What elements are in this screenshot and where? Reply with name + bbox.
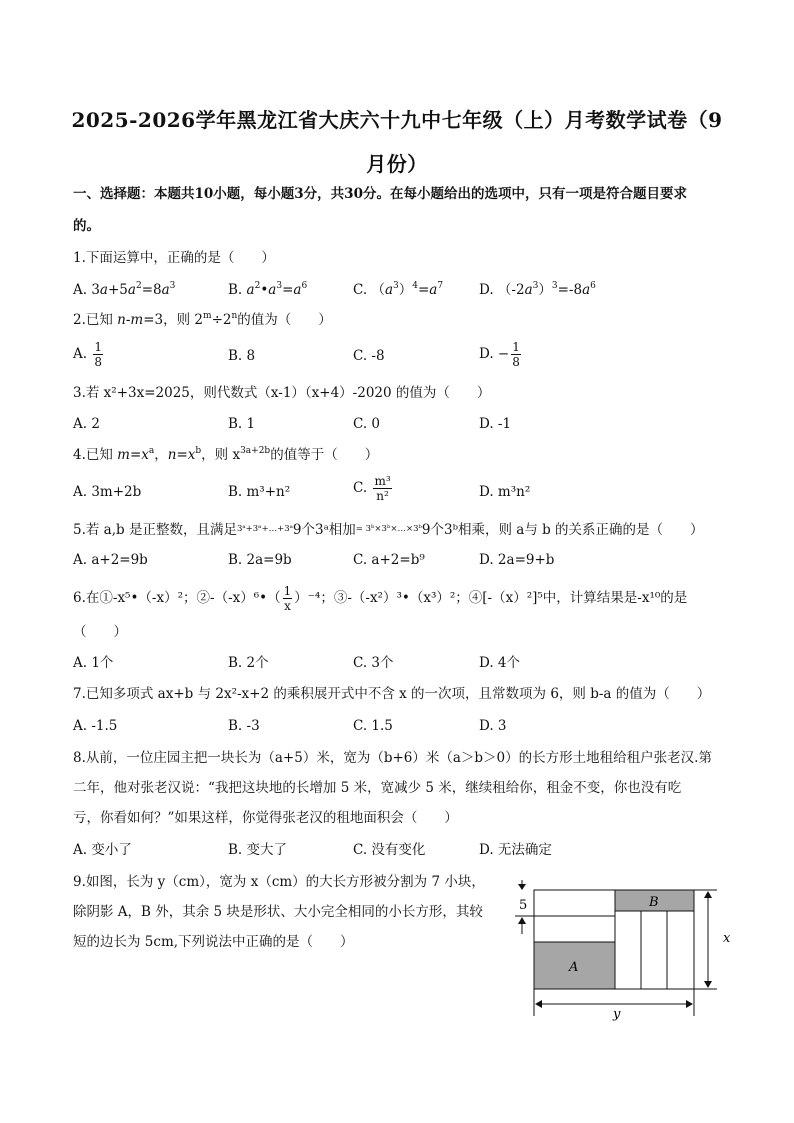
q8-option-a: A. 变小了 xyxy=(73,842,132,858)
exam-title-line2: 月份） xyxy=(366,152,428,176)
q9-stem-line1: 9.如图，长为 y（cm），宽为 x（cm）的大长方形被分割为 7 小块， xyxy=(73,874,485,890)
q3-stem: 3.若 x²+3x=2025，则代数式（x-1）（x+4）-2020 的值为（ ） xyxy=(73,385,491,401)
q4-option-a: A. 3m+2b xyxy=(73,484,142,500)
exam-title-line1: 2025-2026学年黑龙江省大庆六十九中七年级（上）月考数学试卷（9 xyxy=(71,108,723,132)
q2-option-b: B. 8 xyxy=(228,348,256,364)
q7-option-c: C. 1.5 xyxy=(353,718,393,734)
x-arrowhead-up xyxy=(704,891,712,898)
section-heading-line2: 的。 xyxy=(73,218,100,234)
q3-option-b: B. 1 xyxy=(228,416,256,432)
q9-stem-line2: 除阴影 A，B 外，其余 5 块是形状、大小完全相同的小长方形，其较 xyxy=(73,904,483,920)
fig-label-b: B xyxy=(649,895,659,910)
q1-option-a: A. $3a+5a^2=8a^3$ xyxy=(73,281,176,298)
q7-stem: 7.已知多项式 ax+b 与 2x²-x+2 的乘积展开式中不含 x 的一次项，且常数项为 6，则 b-a 的值为（ ） xyxy=(73,686,711,702)
q9-stem-line3: 短的边长为 5cm,下列说法中正确的是（ ） xyxy=(73,934,354,950)
q7-option-b: B. -3 xyxy=(228,718,260,734)
q6-stem-line2: （ ） xyxy=(73,624,127,640)
q3-option-a: A. 2 xyxy=(73,416,100,432)
q4-option-b: B. m³+n² xyxy=(228,484,291,500)
q3-option-c: C. 0 xyxy=(353,416,381,432)
q8-stem-line2: 二年，他对张老汉说：“我把这块地的长增加 5 米，宽减少 5 米，继续租给你，租金不变，你也没有吃 xyxy=(73,780,682,796)
q6-option-b: B. 2个 xyxy=(228,655,269,671)
fig-label-5: 5 xyxy=(519,898,528,913)
q6-option-d: D. 4个 xyxy=(479,655,521,671)
five-arrowhead-down xyxy=(518,884,526,890)
q1-option-c: C. $(a^3)^4=a^7$ xyxy=(353,281,444,298)
q4-option-d: D. m³n² xyxy=(479,484,531,500)
x-arrowhead-down xyxy=(704,981,712,988)
q3-option-d: D. -1 xyxy=(479,416,512,432)
five-arrowhead-up xyxy=(518,917,526,924)
q8-option-d: D. 无法确定 xyxy=(479,842,552,858)
q1-option-b: B. $a^2•a^3=a^6$ xyxy=(228,281,308,298)
q5-option-d: D. 2a=9+b xyxy=(479,552,555,568)
q2-option-a: A. $\frac{1}{8}$ xyxy=(73,340,102,369)
y-arrowhead-right xyxy=(686,1000,693,1008)
q7-option-d: D. 3 xyxy=(479,718,507,734)
q2-option-d: D. − $\frac{1}{8}$ xyxy=(479,340,520,369)
q6-option-a: A. 1个 xyxy=(73,655,114,671)
q5-stem: 5.若 a,b 是正整数，且满足$^{3ᵃ+3ᵃ+\dots+3ᵃ}$9个3ᵃ相加= $^{3ᵇ\times 3ᵇ\times\dots\times 3ᵇ}$9个3ᵇ相乘，则 a与 b 的关系正确的是（ ） xyxy=(73,522,704,538)
q5-option-a: A. a+2=9b xyxy=(73,552,148,568)
q5-option-c: C. a+2=b⁹ xyxy=(353,552,425,568)
q9-figure xyxy=(505,876,745,1022)
q8-option-b: B. 变大了 xyxy=(228,842,288,858)
q5-option-b: B. 2a=9b xyxy=(228,552,292,568)
q2-stem: 2.已知 n-m=3，则 $2^m\div 2^n$的值为（ ） xyxy=(73,311,332,328)
q8-option-c: C. 没有变化 xyxy=(353,842,426,858)
fig-label-x: x xyxy=(723,931,731,946)
fig-label-a: A xyxy=(569,960,579,975)
q2-option-c: C. -8 xyxy=(353,348,385,364)
y-arrowhead-left xyxy=(535,1000,542,1008)
q4-option-c: C. $\frac{\text{m³}}{\text{n²}}$ xyxy=(353,474,391,503)
q9-figure-body xyxy=(515,880,717,1016)
q7-option-a: A. -1.5 xyxy=(73,718,118,734)
q6-option-c: C. 3个 xyxy=(353,655,394,671)
section-heading-line1: 一、选择题：本题共10小题，每小题3分，共30分。在每小题给出的选项中，只有一项是符合题目要求 xyxy=(73,186,687,202)
q8-stem-line3: 亏，你看如何？”如果这样，你觉得张老汉的租地面积会（ ） xyxy=(73,810,458,826)
fig-label-y: y xyxy=(613,1007,621,1022)
q1-stem: 1.下面运算中，正确的是（ ） xyxy=(73,250,275,266)
q1-option-d: D. $(-2a^3)^3=-8a^6$ xyxy=(479,281,596,298)
q8-stem-line1: 8.从前，一位庄园主把一块长为（a+5）米，宽为（b+6）米（a＞b＞0）的长方形土地租给租户张老汉.第 xyxy=(73,750,712,766)
q4-stem: 4.已知 $m=x^a$，$n=x^b$，则 $x^{3a+2b}$的值等于（ ） xyxy=(73,446,379,463)
q6-stem-line1: 6.在①-x⁵•（-x）²；②-（-x）⁶•（ $\frac{1}{x}$ ）⁻⁴；③-（-x²）³•（x³）²；④[-（x）²]⁵中，计算结果是-x¹⁰的是 xyxy=(73,584,688,613)
